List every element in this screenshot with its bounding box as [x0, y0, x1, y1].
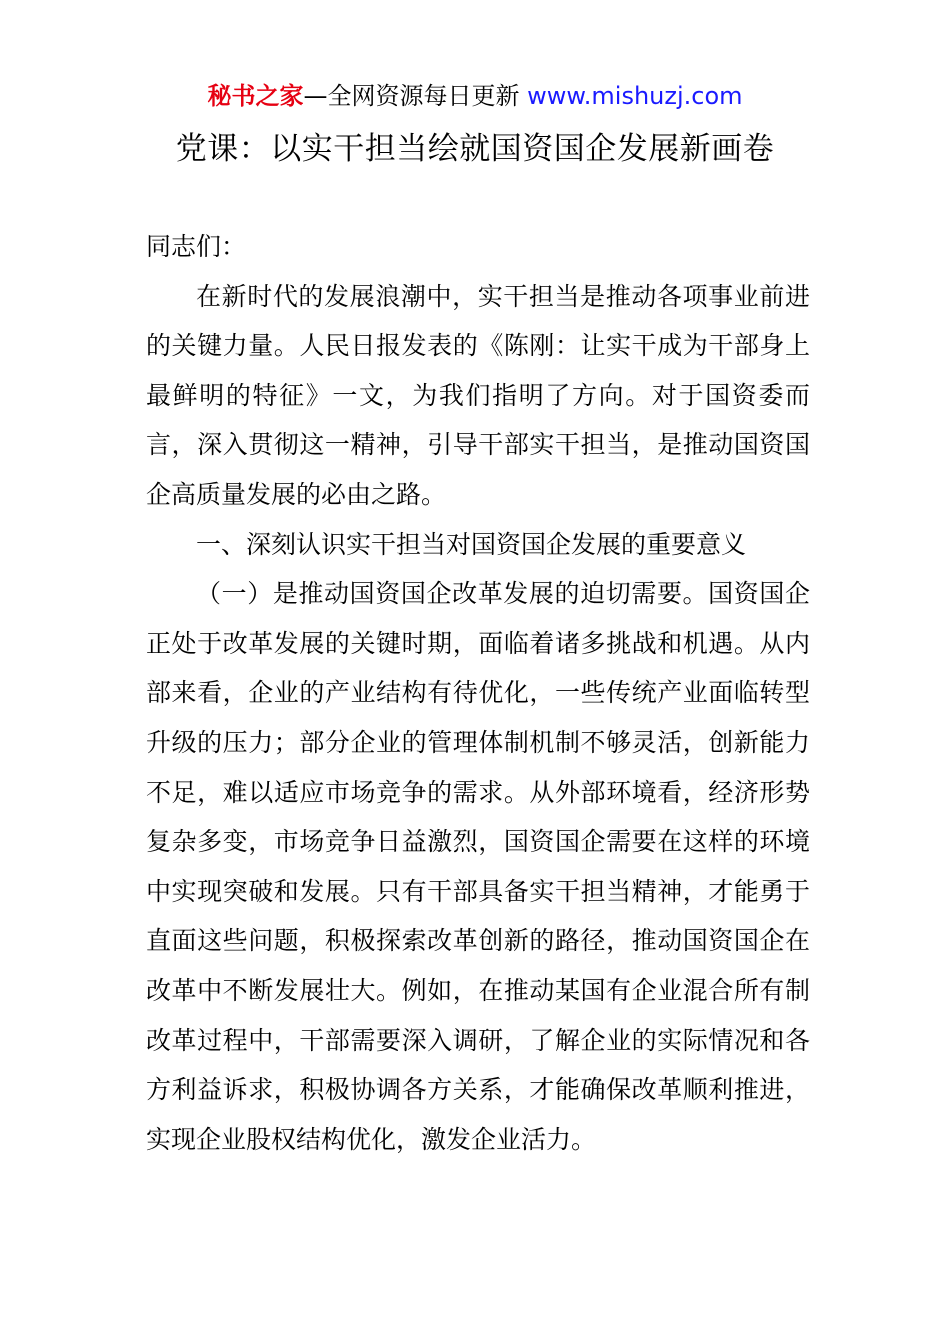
site-url-link[interactable]: www.mishuzj.com	[527, 82, 743, 110]
document-body	[146, 222, 810, 1164]
paragraph-intro: 在新时代的发展浪潮中，实干担当是推动各项事业前进的关键力量。人民日报发表的《陈刚：让实干成为干部身上最鲜明的特征》一文，为我们指明了方向。对于国资委而言，深入贯彻这一精神，引导干部实干担当，是推动国资国企高质量发展的必由之路。	[146, 281, 810, 509]
site-header	[0, 80, 950, 112]
salutation: 同志们：	[146, 232, 247, 261]
paragraph-subsection-1: （一）是推动国资国企改革发展的迫切需要。国资国企正处于改革发展的关键时期，面临着诸多挑战和机遇。从内部来看，企业的产业结构有待优化，一些传统产业面临转型升级的压力；部分企业的管理体制机制不够灵活，创新能力不足，难以适应市场竞争的需求。从外部环境看，经济形势复杂多变，市场竞争日益激烈，国资国企需要在这样的环境中实现突破和发展。只有干部具备实干担当精神，才能勇于直面这些问题，积极探索改革创新的路径，推动国资国企在改革中不断发展壮大。例如，在推动某国有企业混合所有制改革过程中，干部需要深入调研，了解企业的实际情况和各方利益诉求，积极协调各方关系，才能确保改革顺利推进，实现企业股权结构优化，激发企业活力。	[146, 579, 810, 1154]
section-heading: 一、深刻认识实干担当对国资国企发展的重要意义	[196, 529, 747, 559]
header-tagline: —全网资源每日更新	[303, 82, 520, 110]
brand-name: 秘书之家	[207, 82, 304, 110]
document-title: 党课：以实干担当绘就国资国企发展新画卷	[175, 131, 775, 167]
